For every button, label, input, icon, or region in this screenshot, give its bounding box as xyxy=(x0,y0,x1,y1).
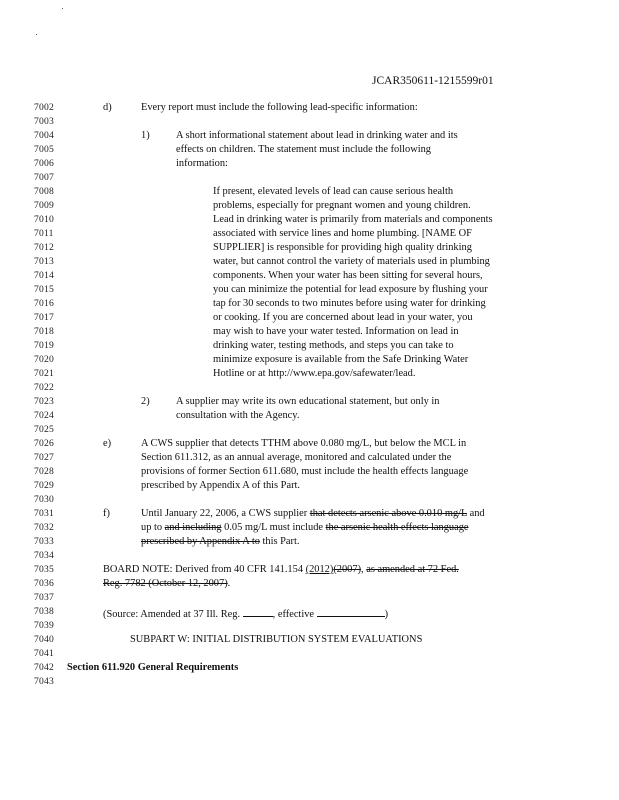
line-number: 7003 xyxy=(34,116,54,127)
item-f-line-3: prescribed by Appendix A to this Part. xyxy=(141,536,300,547)
line-number: 7021 xyxy=(34,368,54,379)
subpart-heading: SUBPART W: INITIAL DISTRIBUTION SYSTEM EVALUATIONS xyxy=(130,634,423,645)
deleted-text: Reg. 7782 (October 12, 2007) xyxy=(103,578,228,589)
line-number: 7012 xyxy=(34,242,54,253)
line-number: 7019 xyxy=(34,340,54,351)
line-number: 7042 xyxy=(34,662,54,673)
lead-statement-line: may wish to have your water tested. Information on lead in xyxy=(213,326,459,337)
item-d2-marker: 2) xyxy=(141,396,150,407)
line-number: 7037 xyxy=(34,592,54,603)
item-d2-line: A supplier may write its own educational statement, but only in xyxy=(176,396,440,407)
deleted-text: and including xyxy=(164,522,222,533)
item-d1-line: information: xyxy=(176,158,228,169)
line-number: 7020 xyxy=(34,354,54,365)
deleted-text: (2007) xyxy=(333,564,362,575)
item-e-line: A CWS supplier that detects TTHM above 0.080 mg/L, but below the MCL in xyxy=(141,438,467,449)
board-note-line-1: BOARD NOTE: Derived from 40 CFR 141.154 (2012)(2007), as amended at 72 Fed. xyxy=(103,564,459,575)
line-number: 7016 xyxy=(34,298,54,309)
lead-statement-line: components. When your water has been sitting for several hours, xyxy=(213,270,483,281)
line-number: 7017 xyxy=(34,312,54,323)
lead-statement-line: tap for 30 seconds to two minutes before using water for drinking xyxy=(213,298,486,309)
scan-speck xyxy=(36,34,37,35)
line-number: 7031 xyxy=(34,508,54,519)
line-number: 7032 xyxy=(34,522,54,533)
item-e-marker: e) xyxy=(103,438,112,449)
item-d-marker: d) xyxy=(103,102,112,113)
line-number: 7014 xyxy=(34,270,54,281)
deleted-text: prescribed by Appendix A to xyxy=(141,536,260,547)
lead-statement-line: you can minimize the potential for lead exposure by flushing your xyxy=(213,284,488,295)
item-e-line: provisions of former Section 611.680, must include the health effects language xyxy=(141,466,469,477)
lead-statement-line: problems, especially for pregnant women and young children. xyxy=(213,200,471,211)
item-d1-line: A short informational statement about lead in drinking water and its xyxy=(176,130,458,141)
lead-statement-line: Hotline or at http://www.epa.gov/safewater/lead. xyxy=(213,368,416,379)
item-f-marker: f) xyxy=(103,508,110,519)
line-number: 7008 xyxy=(34,186,54,197)
line-number: 7013 xyxy=(34,256,54,267)
lead-statement-line: minimize exposure is available from the Safe Drinking Water xyxy=(213,354,469,365)
board-note-line-2: Reg. 7782 (October 12, 2007). xyxy=(103,578,231,589)
line-number: 7015 xyxy=(34,284,54,295)
lead-statement-line: SUPPLIER] is responsible for providing high quality drinking xyxy=(213,242,472,253)
source-line: (Source: Amended at 37 Ill. Reg. , effective ) xyxy=(103,609,389,620)
deleted-text: the arsenic health effects language xyxy=(325,522,469,533)
line-number: 7002 xyxy=(34,102,54,113)
blank-volume xyxy=(243,607,273,617)
line-number: 7005 xyxy=(34,144,54,155)
document-id: JCAR350611-1215599r01 xyxy=(372,75,494,87)
lead-statement-line: If present, elevated levels of lead can cause serious health xyxy=(213,186,454,197)
deleted-text: as amended at 72 Fed. xyxy=(366,564,459,575)
item-d-text: Every report must include the following lead-specific information: xyxy=(141,102,418,113)
line-number: 7025 xyxy=(34,424,54,435)
line-number: 7033 xyxy=(34,536,54,547)
line-number: 7028 xyxy=(34,466,54,477)
lead-statement-line: associated with service lines and home plumbing. [NAME OF xyxy=(213,228,472,239)
line-number: 7011 xyxy=(34,228,54,239)
section-heading: Section 611.920 General Requirements xyxy=(67,662,239,673)
item-f-line-1: Until January 22, 2006, a CWS supplier that detects arsenic above 0.010 mg/L and xyxy=(141,508,485,519)
line-number: 7009 xyxy=(34,200,54,211)
blank-date xyxy=(317,607,385,617)
line-number: 7010 xyxy=(34,214,54,225)
line-number: 7036 xyxy=(34,578,54,589)
item-d1-marker: 1) xyxy=(141,130,150,141)
lead-statement-line: or cooking. If you are concerned about lead in your water, you xyxy=(213,312,473,323)
line-number: 7023 xyxy=(34,396,54,407)
line-number: 7041 xyxy=(34,648,54,659)
line-number: 7039 xyxy=(34,620,54,631)
line-number: 7026 xyxy=(34,438,54,449)
lead-statement-line: water, but cannot control the variety of materials used in plumbing xyxy=(213,256,490,267)
item-d1-line: effects on children. The statement must include the following xyxy=(176,144,431,155)
line-number: 7018 xyxy=(34,326,54,337)
lead-statement-line: Lead in drinking water is primarily from materials and components xyxy=(213,214,493,225)
line-number: 7034 xyxy=(34,550,54,561)
line-number: 7007 xyxy=(34,172,54,183)
deleted-text: that detects arsenic above 0.010 mg/L xyxy=(309,508,467,519)
line-number: 7027 xyxy=(34,452,54,463)
item-f-line-2: up to and including 0.05 mg/L must include the arsenic health effects language xyxy=(141,522,469,533)
line-number: 7043 xyxy=(34,676,54,687)
scan-speck xyxy=(62,8,63,9)
item-d2-line: consultation with the Agency. xyxy=(176,410,300,421)
item-e-line: prescribed by Appendix A of this Part. xyxy=(141,480,301,491)
line-number: 7035 xyxy=(34,564,54,575)
line-number: 7038 xyxy=(34,606,54,617)
line-number: 7040 xyxy=(34,634,54,645)
board-note-label: BOARD NOTE: xyxy=(103,564,173,575)
line-number: 7030 xyxy=(34,494,54,505)
line-number: 7024 xyxy=(34,410,54,421)
lead-statement-line: drinking water, testing methods, and steps you can take to xyxy=(213,340,454,351)
item-e-line: Section 611.312, as an annual average, monitored and calculated under the xyxy=(141,452,452,463)
line-number: 7004 xyxy=(34,130,54,141)
line-number: 7006 xyxy=(34,158,54,169)
inserted-text: (2012) xyxy=(305,564,334,575)
line-number: 7022 xyxy=(34,382,54,393)
line-number: 7029 xyxy=(34,480,54,491)
